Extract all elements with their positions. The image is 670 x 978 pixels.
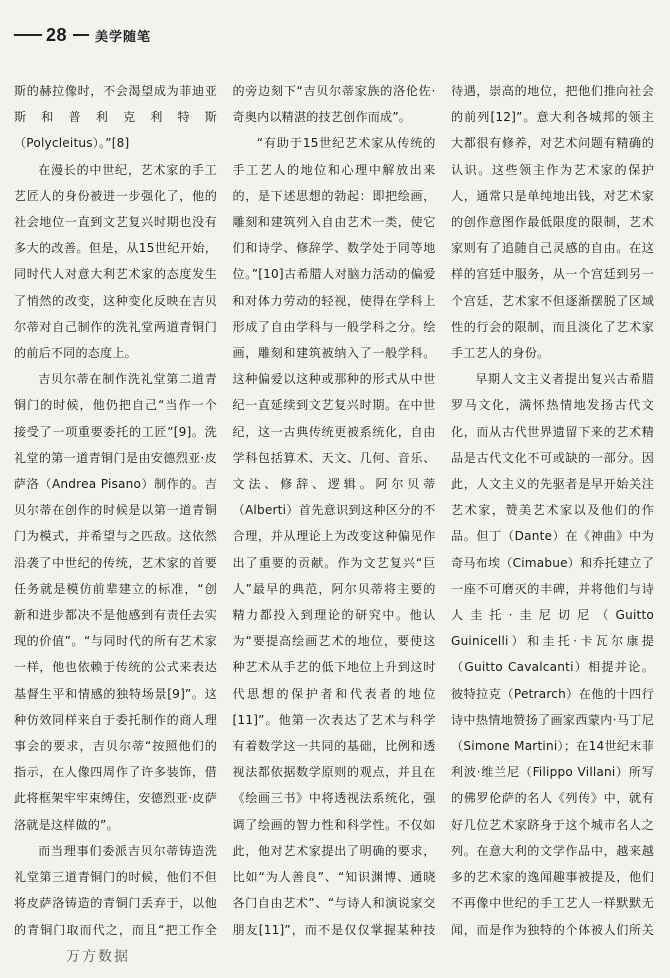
section-title: 美学随笔 [95, 29, 152, 45]
watermark: 万方数据 [66, 949, 130, 965]
paragraph: 斯的赫拉像时，不会渴望成为菲迪亚斯和普利克利特斯（Polycleitus）。”[8] [14, 84, 217, 151]
header-rule-middle [73, 34, 89, 36]
text-column-3 [451, 78, 654, 938]
paragraph: 在漫长的中世纪，艺术家的手工艺匠人的身份被进一步强化了，他的社会地位一直到文艺复兴时期也没有多大的改善。但是，从15世纪开始，同时代人对意大利艺术家的态度发生了悄然的改变，这种变化反映在吉贝尔蒂对自己制作的洗礼堂两道青铜门的前后不同的态度上。 [14, 162, 217, 361]
paragraph: 吉贝尔蒂在制作洗礼堂第二道青铜门的时候，他仍把自己“当作一个接受了一项重要委托的工匠”[9]。洗礼堂的第一道青铜门是由安德烈亚·皮萨洛（Andrea Pisano）制作的。吉贝尔蒂在创作的时候是以第一道青铜门为模式，并希望与之匹敌。这依然沿袭了中世纪的传统，艺术家的首要任务就是模仿前辈建立的标准，“创新和进步都决不是他感到有责任去实现的价值”。“与同时代的所有艺术家一样，他也依赖于传统的公式来表达基督生平和情感的独特场景[9]”。这种仿效同样来自于委托制作的商人理事会的要求，吉贝尔蒂“按照他们的指示，在人像四周作了许多装饰，借此将框架牢牢束缚住，安德烈亚·皮萨洛就是这样做的”。 [14, 372, 217, 832]
running-header [14, 22, 654, 48]
text-column-1 [14, 78, 217, 938]
paragraph: 而当理事们委派吉贝尔蒂铸造洗礼堂第三道青铜门的时候，他们不但将皮萨洛铸造的青铜门丢弃于，以他的青铜门取而代之，而且“把工作全 [14, 843, 217, 937]
text-columns [14, 78, 654, 938]
header-rule-left [14, 34, 42, 36]
paragraph: “有助于15世纪艺术家从传统的手工艺人的地位和心理中解放出来的，是下述思想的勃起：即把绘画，雕刻和建筑列入自由艺术一类，使它们和诗学、修辞学、数学处于同等地位。”[10]古希腊人对脑力活动的偏爱和对体力劳动的轻视，使得在学科上形成了自由学科与一般学科之分。绘画，雕刻和建筑被纳入了一般学科。这种偏爱以这种或那种的形式从中世纪一直延续到文艺复兴时期。在中世纪，这一古典传统更被系统化，自由学科包括算术、天文、几何、音乐、文法、修辞、逻辑。阿尔贝蒂（Alberti）首先意识到这种区分的不合理，并从理论上为改变这种偏见作出了重要的贡献。作为文艺复兴“巨人”最早的典范，阿尔贝蒂将主要的精力都投入到理论的研究中。他认为“要提高绘画艺术的地位，要使这种艺术从手艺的低下地位上升到这时代思想的保护者和代表者的地位[11]”。他第一次表达了艺术与科学有着数学这一共同的基础，比例和透视法都依据数学原则的观点，并且在《绘画三书》中将透视法系统化，强调了绘画的智力性和科学性。不仅如此，他对艺术家提出了明确的要求，比如“为人善良”、“知识渊博、通晓各门自由艺术”、“与诗人和演说家交朋友[11]”，而不是仅仅掌握某种技 [232, 136, 436, 937]
paragraph: 早期人文主义者提出复兴古希腊罗马文化，满怀热情地发扬古代文化，而从古代世界遗留下来的艺术精品是古代文化不可或缺的一部分。因此，人文主义的先驱者是早开始关注艺术家，赞美艺术家以及他们的作品。但丁（Dante）在《神曲》中为奇马布埃（Cimabue）和乔托建立了一座不可磨灭的丰碑，并将他们与诗人圭托·圭尼切尼（Guitto Guinicelli）和圭托·卡瓦尔康提（Guitto Cavalcanti）相提并论。彼特拉克（Petrarch）在他的十四行诗中热情地赞扬了画家西蒙内·马丁尼（Simone Martini）；在14世纪末菲利波·维兰尼（Filippo Villani）所写的佛罗伦萨的名人《列传》中，就有好几位艺术家跻身于这个城市名人之列。在意大利的文学作品中，越来越多的艺术家的逸闻趣事被提及，他们不再像中世纪的手工艺人一样默默无闻，而是作为独特的个体被人们所关 [451, 372, 654, 937]
text-column-2 [233, 78, 436, 938]
paragraph: 待遇，崇高的地位，把他们推向社会的前列[12]”。意大利各城邦的领主大都很有修养，对艺术问题有精确的认识。这些领主作为艺术家的保护人，通常只是单纯地出钱，对艺术家的创作意图作最低限度的限制，艺术家则有了追随自己灵感的自由。在这样的宫廷中服务，从一个宫廷到另一个宫廷，艺术家不但逐渐摆脱了区域性的行会的限制，而且淡化了艺术家手工艺人的身份。 [451, 84, 654, 361]
paragraph: 的旁边刻下“吉贝尔蒂家族的洛伦佐·奇奥内以精湛的技艺创作而成”。 [232, 84, 436, 125]
page-number: 28 [46, 24, 68, 45]
